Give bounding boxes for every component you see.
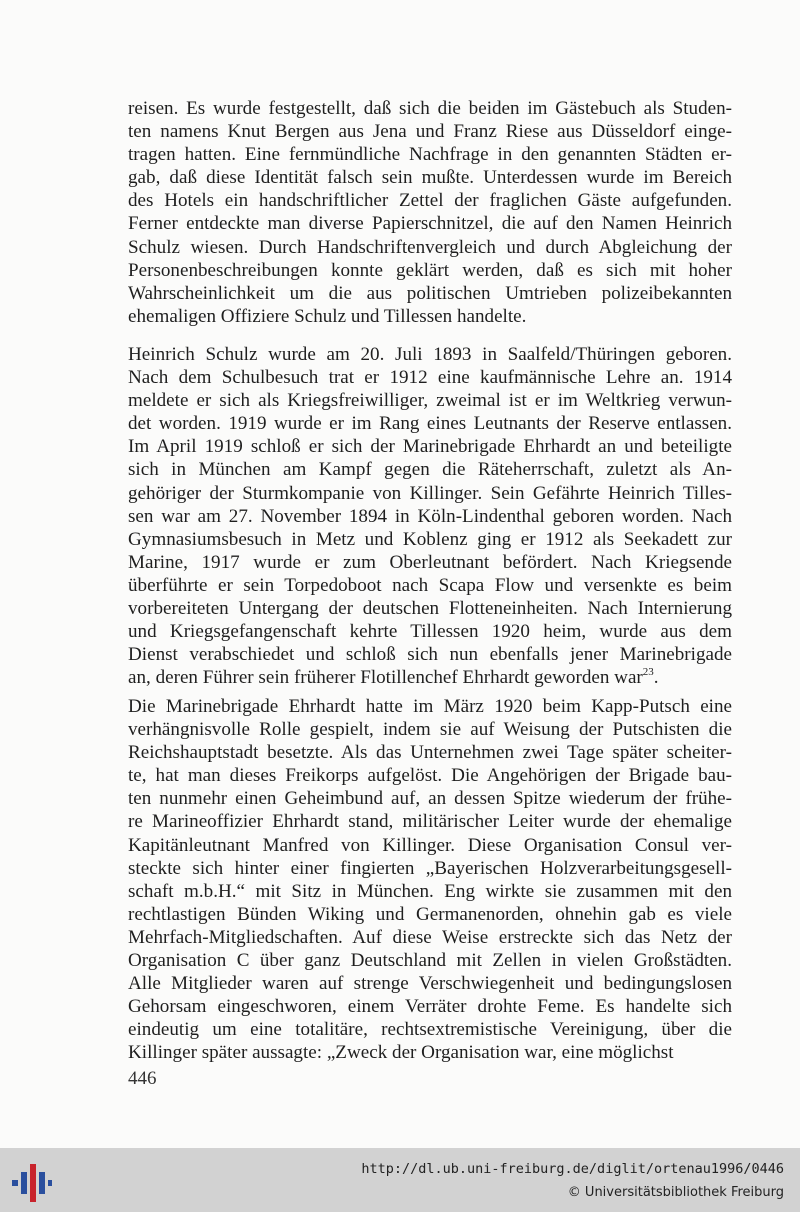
ub-freiburg-logo-icon: [12, 1162, 52, 1202]
text-line: sen war am 27. November 1894 in Köln-Lindenthal geboren worden. Nach: [128, 505, 732, 527]
text-line: Ferner entdeckte man diverse Papierschnitzel, die auf den Namen Heinrich: [128, 213, 732, 235]
text-line: Marine, 1917 wurde er zum Oberleutnant befördert. Nach Kriegsende: [128, 551, 732, 573]
footer-bar: [0, 1148, 800, 1212]
text-line: gehöriger der Sturmkompanie von Killinger. Sein Gefährte Heinrich Tilles-: [128, 482, 732, 504]
text-line: Mehrfach-Mitgliedschaften. Auf diese Weise erstreckte sich das Netz der: [128, 926, 732, 948]
text-line: verhängnisvolle Rolle gespielt, indem sie auf Weisung der Putschisten die: [128, 719, 732, 741]
text-line: überführte er sein Torpedoboot nach Scapa Flow und versenkte es beim: [128, 574, 732, 596]
text-line: te, hat man dieses Freikorps aufgelöst. Die Angehörigen der Brigade bau-: [128, 765, 732, 787]
text-line: meldete er sich als Kriegsfreiwilliger, zweimal ist er im Weltkrieg verwun-: [128, 390, 732, 412]
text-line: Gehorsam eingeschworen, einem Verräter drohte Feme. Es handelte sich: [128, 996, 732, 1018]
text-line: Personenbeschreibungen konnte geklärt werden, daß es sich mit hoher: [128, 259, 732, 281]
text-line: sich in München am Kampf gegen die Räteherrschaft, zuletzt als An-: [128, 459, 732, 481]
text-line: des Hotels ein handschriftlicher Zettel der fraglichen Gäste aufgefunden.: [128, 190, 732, 212]
text-line: tragen hatten. Eine fernmündliche Nachfrage in den genannten Städten er-: [128, 144, 732, 166]
text-line: ten namens Knut Bergen aus Jena und Franz Riese aus Düsseldorf einge-: [128, 121, 732, 143]
text-line: Die Marinebrigade Ehrhardt hatte im März 1920 beim Kapp-Putsch eine: [128, 696, 732, 717]
text-line: det worden. 1919 wurde er im Rang eines Leutnants der Reserve entlassen.: [128, 413, 732, 435]
text-line: Killinger später aussagte: „Zweck der Organisation war, eine möglichst: [128, 1042, 674, 1064]
text-line: vorbereiteten Untergang der deutschen Flotteneinheiten. Nach Internierung: [128, 598, 732, 620]
text-line: Alle Mitglieder waren auf strenge Verschwiegenheit und bedingungslosen: [128, 973, 732, 995]
text-line: ehemaligen Offiziere Schulz und Tillessen handelte.: [128, 305, 527, 327]
text-line: Wahrscheinlichkeit um die aus politischen Umtrieben polizeibekannten: [128, 282, 732, 304]
text-line: ten nunmehr einen Geheimbund auf, an dessen Spitze wiederum der frühe-: [128, 788, 732, 810]
page-number: 446: [128, 1068, 157, 1089]
sentence-end: .: [653, 667, 659, 689]
text-line: Heinrich Schulz wurde am 20. Juli 1893 in Saalfeld/Thüringen geboren.: [128, 344, 732, 365]
text-line: rechtlastigen Bünden Wiking und Germanenorden, ohnehin gab es viele: [128, 903, 732, 925]
text-line: Im April 1919 schloß er sich der Marinebrigade Ehrhardt an und beteiligte: [128, 436, 732, 458]
paragraph-3: [128, 695, 732, 1065]
text-line: gab, daß diese Identität falsch sein mußte. Unterdessen wurde im Bereich: [128, 167, 732, 189]
text-line: Dienst verabschiedet und schloß sich nun ebenfalls jener Marinebrigade: [128, 644, 732, 666]
paragraph-1: [128, 97, 732, 328]
footnote-reference: 23: [642, 666, 654, 679]
text-line: Nach dem Schulbesuch trat er 1912 eine kaufmännische Lehre an. 1914: [128, 367, 732, 389]
text-line: eindeutig um eine totalitäre, rechtsextremistische Vereinigung, über die: [128, 1019, 732, 1041]
text-line: Organisation C über ganz Deutschland mit Zellen in vielen Großstädten.: [128, 950, 732, 972]
paragraph-2: [128, 343, 732, 689]
text-line: und Kriegsgefangenschaft kehrte Tillessen 1920 heim, wurde aus dem: [128, 621, 732, 643]
text-line: Gymnasiumsbesuch in Metz und Koblenz ging er 1912 als Seekadett zur: [128, 528, 732, 550]
text-line: Kapitänleutnant Manfred von Killinger. Diese Organisation Consul ver-: [128, 834, 732, 856]
text-line: Schulz wiesen. Durch Handschriftenvergleich und durch Abgleichung der: [128, 236, 732, 258]
text-line: Reichshauptstadt besetzte. Als das Unternehmen zwei Tage später scheiter-: [128, 742, 732, 764]
text-line: steckte sich hinter einer fingierten „Bayerischen Holzverarbeitungsgesell-: [128, 857, 732, 879]
text-line: re Marineoffizier Ehrhardt stand, militärischer Leiter wurde der ehemalige: [128, 811, 732, 833]
text-line: reisen. Es wurde festgestellt, daß sich die beiden im Gästebuch als Studen-: [128, 98, 732, 119]
copyright-notice: © Universitätsbibliothek Freiburg: [567, 1185, 784, 1200]
text-line: an, deren Führer sein früherer Flotillenchef Ehrhardt geworden war$^{23}$.: [128, 666, 659, 689]
source-url-link[interactable]: http://dl.ub.uni-freiburg.de/diglit/ortenau1996/0446: [361, 1161, 784, 1177]
text-line: schaft m.b.H.“ mit Sitz in München. Eng wirkte sie zusammen mit den: [128, 880, 732, 902]
